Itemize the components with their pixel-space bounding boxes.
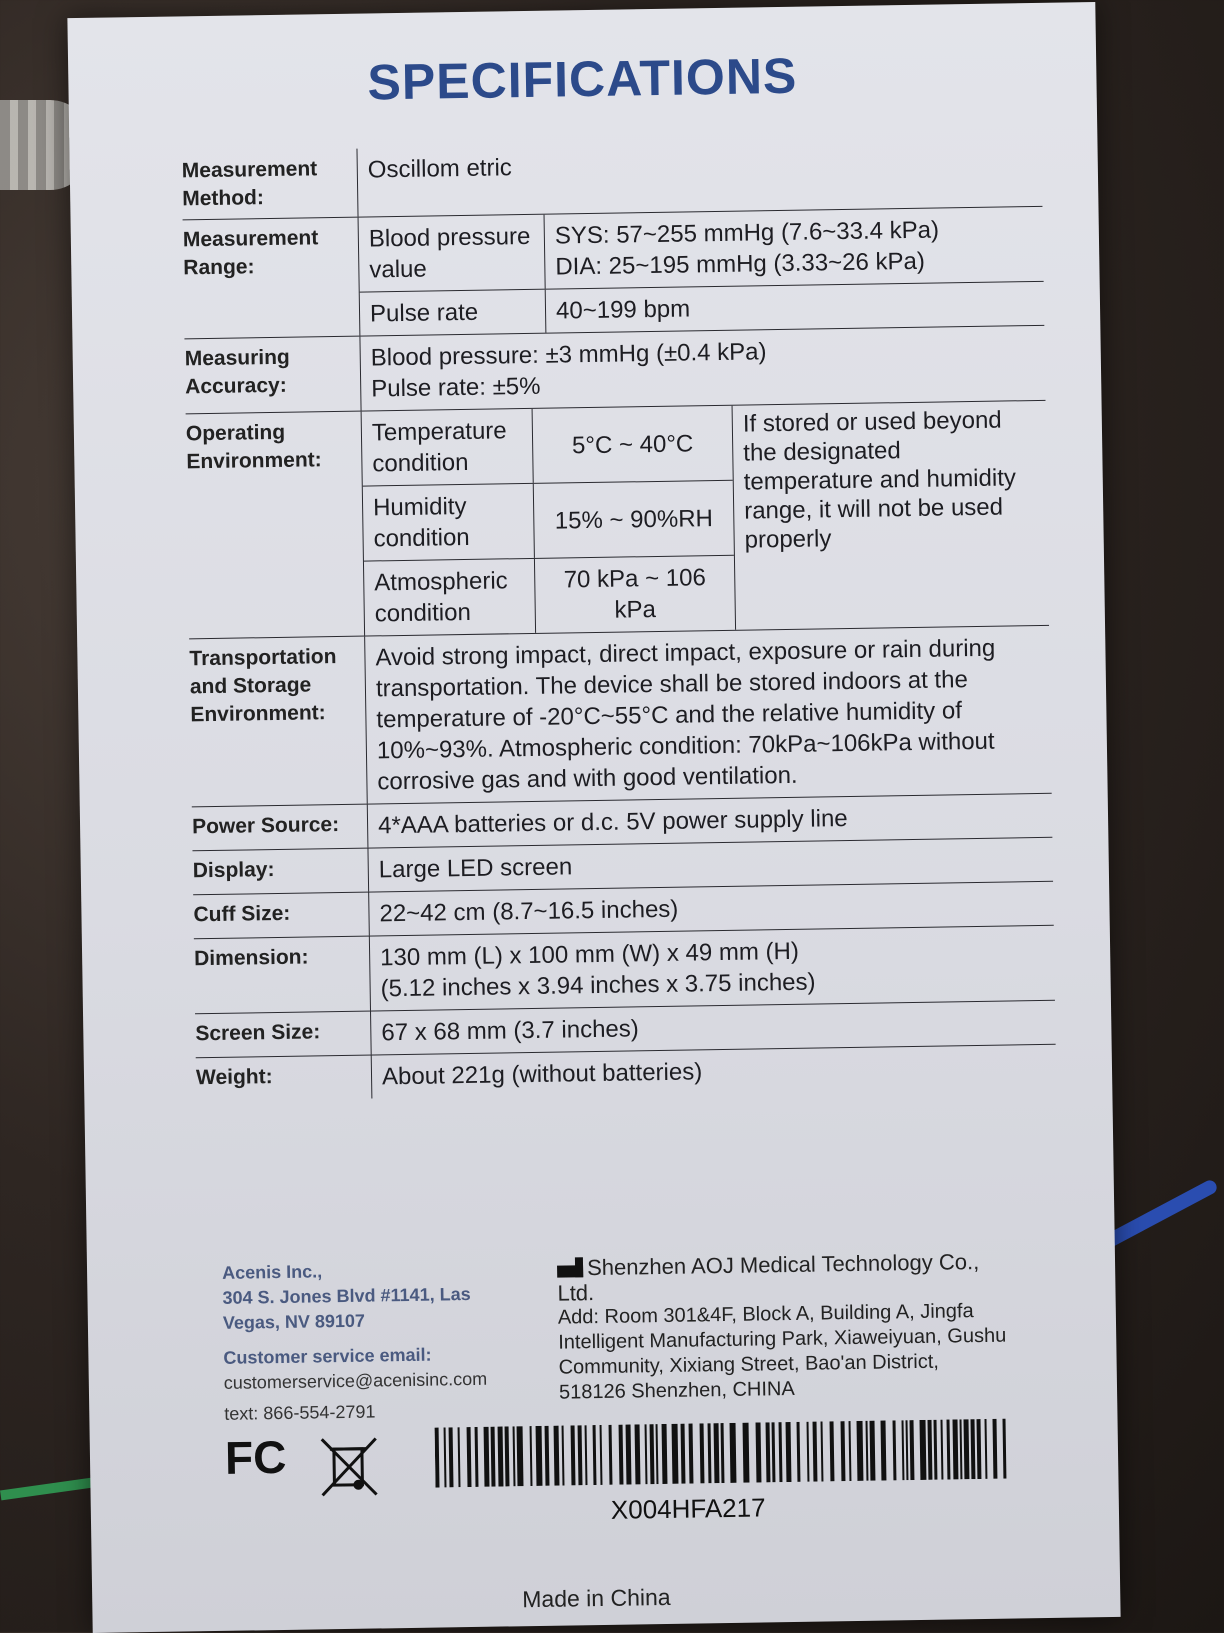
seller-name: Acenis Inc.,: [221, 1261, 323, 1283]
spec-row-range: [183, 207, 1045, 339]
sub-label: Pulse rate: [360, 290, 547, 336]
spec-label: Measuring Accuracy:: [184, 345, 290, 399]
fcc-mark: FC: [224, 1430, 287, 1484]
seller-phone: text: 866-554-2791: [224, 1401, 376, 1424]
spec-label: Display:: [192, 858, 275, 883]
sub-value: 40~199 bpm: [555, 295, 691, 325]
spec-label: Cuff Size:: [193, 901, 291, 927]
sub-label: Temperature condition: [362, 409, 534, 486]
sub-label: Humidity condition: [363, 484, 535, 561]
sub-value: 5°C ~ 40°C: [571, 429, 694, 459]
seller-email: customerservice@acenisinc.com: [223, 1368, 488, 1393]
barcode-number: X004HFA217: [610, 1492, 766, 1525]
spec-value: 22~42 cm (8.7~16.5 inches): [368, 882, 1054, 936]
specifications-table: [181, 138, 1056, 1101]
spec-value: Avoid strong impact, direct impact, exposure or rain during transportation. The device shall be stored indoors at the temperature of -20°C~55°C and the relative humidity of 10%~93%. Atmospheric condition: 70kPa~106kPa without corrosive gas and with good ventilation.: [364, 626, 1052, 804]
spec-value: Oscillom etric: [356, 138, 1042, 217]
seller-address: 304 S. Jones Blvd #1141, Las: [222, 1283, 471, 1308]
sub-value: SYS: 57~255 mmHg (7.6~33.4 kPa): [554, 216, 940, 250]
factory-icon: [557, 1257, 583, 1277]
spec-value: Pulse rate: ±5%: [371, 372, 541, 403]
spec-value: (5.12 inches x 3.94 inches x 3.75 inches): [380, 968, 816, 1003]
sub-value: DIA: 25~195 mmHg (3.33~26 kPa): [555, 247, 926, 281]
sub-label: Blood pressure value: [359, 215, 546, 292]
spec-value: Large LED screen: [367, 838, 1053, 892]
sub-value: 15% ~ 90%RH: [554, 504, 714, 535]
spec-value: About 221g (without batteries): [371, 1045, 1057, 1099]
spec-label: Operating Environment:: [185, 420, 322, 474]
operating-note: If stored or used beyond the designated temperature and humidity range, it will not be used properly: [742, 406, 1017, 554]
spec-row-accuracy: [184, 326, 1045, 414]
spec-value: 67 x 68 mm (3.7 inches): [370, 1001, 1056, 1055]
seller-email-label: Customer service email:: [223, 1344, 432, 1368]
weee-crossed-bin-icon: [320, 1436, 379, 1497]
spec-row-dimension: [194, 926, 1055, 1014]
seller-address: Vegas, NV 89107: [222, 1310, 366, 1333]
barcode: [435, 1418, 1016, 1487]
specifications-title: SPECIFICATIONS: [367, 47, 798, 111]
spec-row-operating: [186, 401, 1049, 639]
spec-label: Weight:: [195, 1065, 273, 1090]
sub-label: Atmospheric condition: [364, 559, 536, 636]
made-in-label: Made in China: [522, 1583, 671, 1613]
bottom-info: [221, 1247, 1102, 1613]
manufacturer-address: Add: Room 301&4F, Block A, Building A, Jingfa Intelligent Manufacturing Park, Xiaweiyuan, Gushu Community, Xixiang Street, Bao'an District, 518126 Shenzhen, CHINA: [557, 1300, 1007, 1404]
manufacturer-name: Shenzhen AOJ Medical Technology Co., Ltd.: [557, 1249, 980, 1306]
spec-label: Power Source:: [191, 813, 340, 839]
spec-value: Blood pressure: ±3 mmHg (±0.4 kPa): [370, 338, 767, 372]
product-box-panel: [67, 2, 1120, 1633]
spec-label: Transportation and Storage Environment:: [189, 645, 337, 727]
spec-label: Measurement Method:: [181, 157, 318, 211]
spec-label: Measurement Range:: [182, 226, 319, 280]
sub-value: 70 kPa ~ 106 kPa: [563, 564, 707, 624]
spec-label: Dimension:: [193, 945, 309, 971]
spec-value: 4*AAA batteries or d.c. 5V power supply line: [367, 794, 1053, 848]
spec-label: Screen Size:: [195, 1020, 321, 1046]
seller-info: [222, 1256, 545, 1427]
spec-row-transport: [189, 626, 1052, 807]
manufacturer-info: [557, 1249, 1009, 1406]
spec-value: 130 mm (L) x 100 mm (W) x 49 mm (H): [379, 937, 800, 972]
